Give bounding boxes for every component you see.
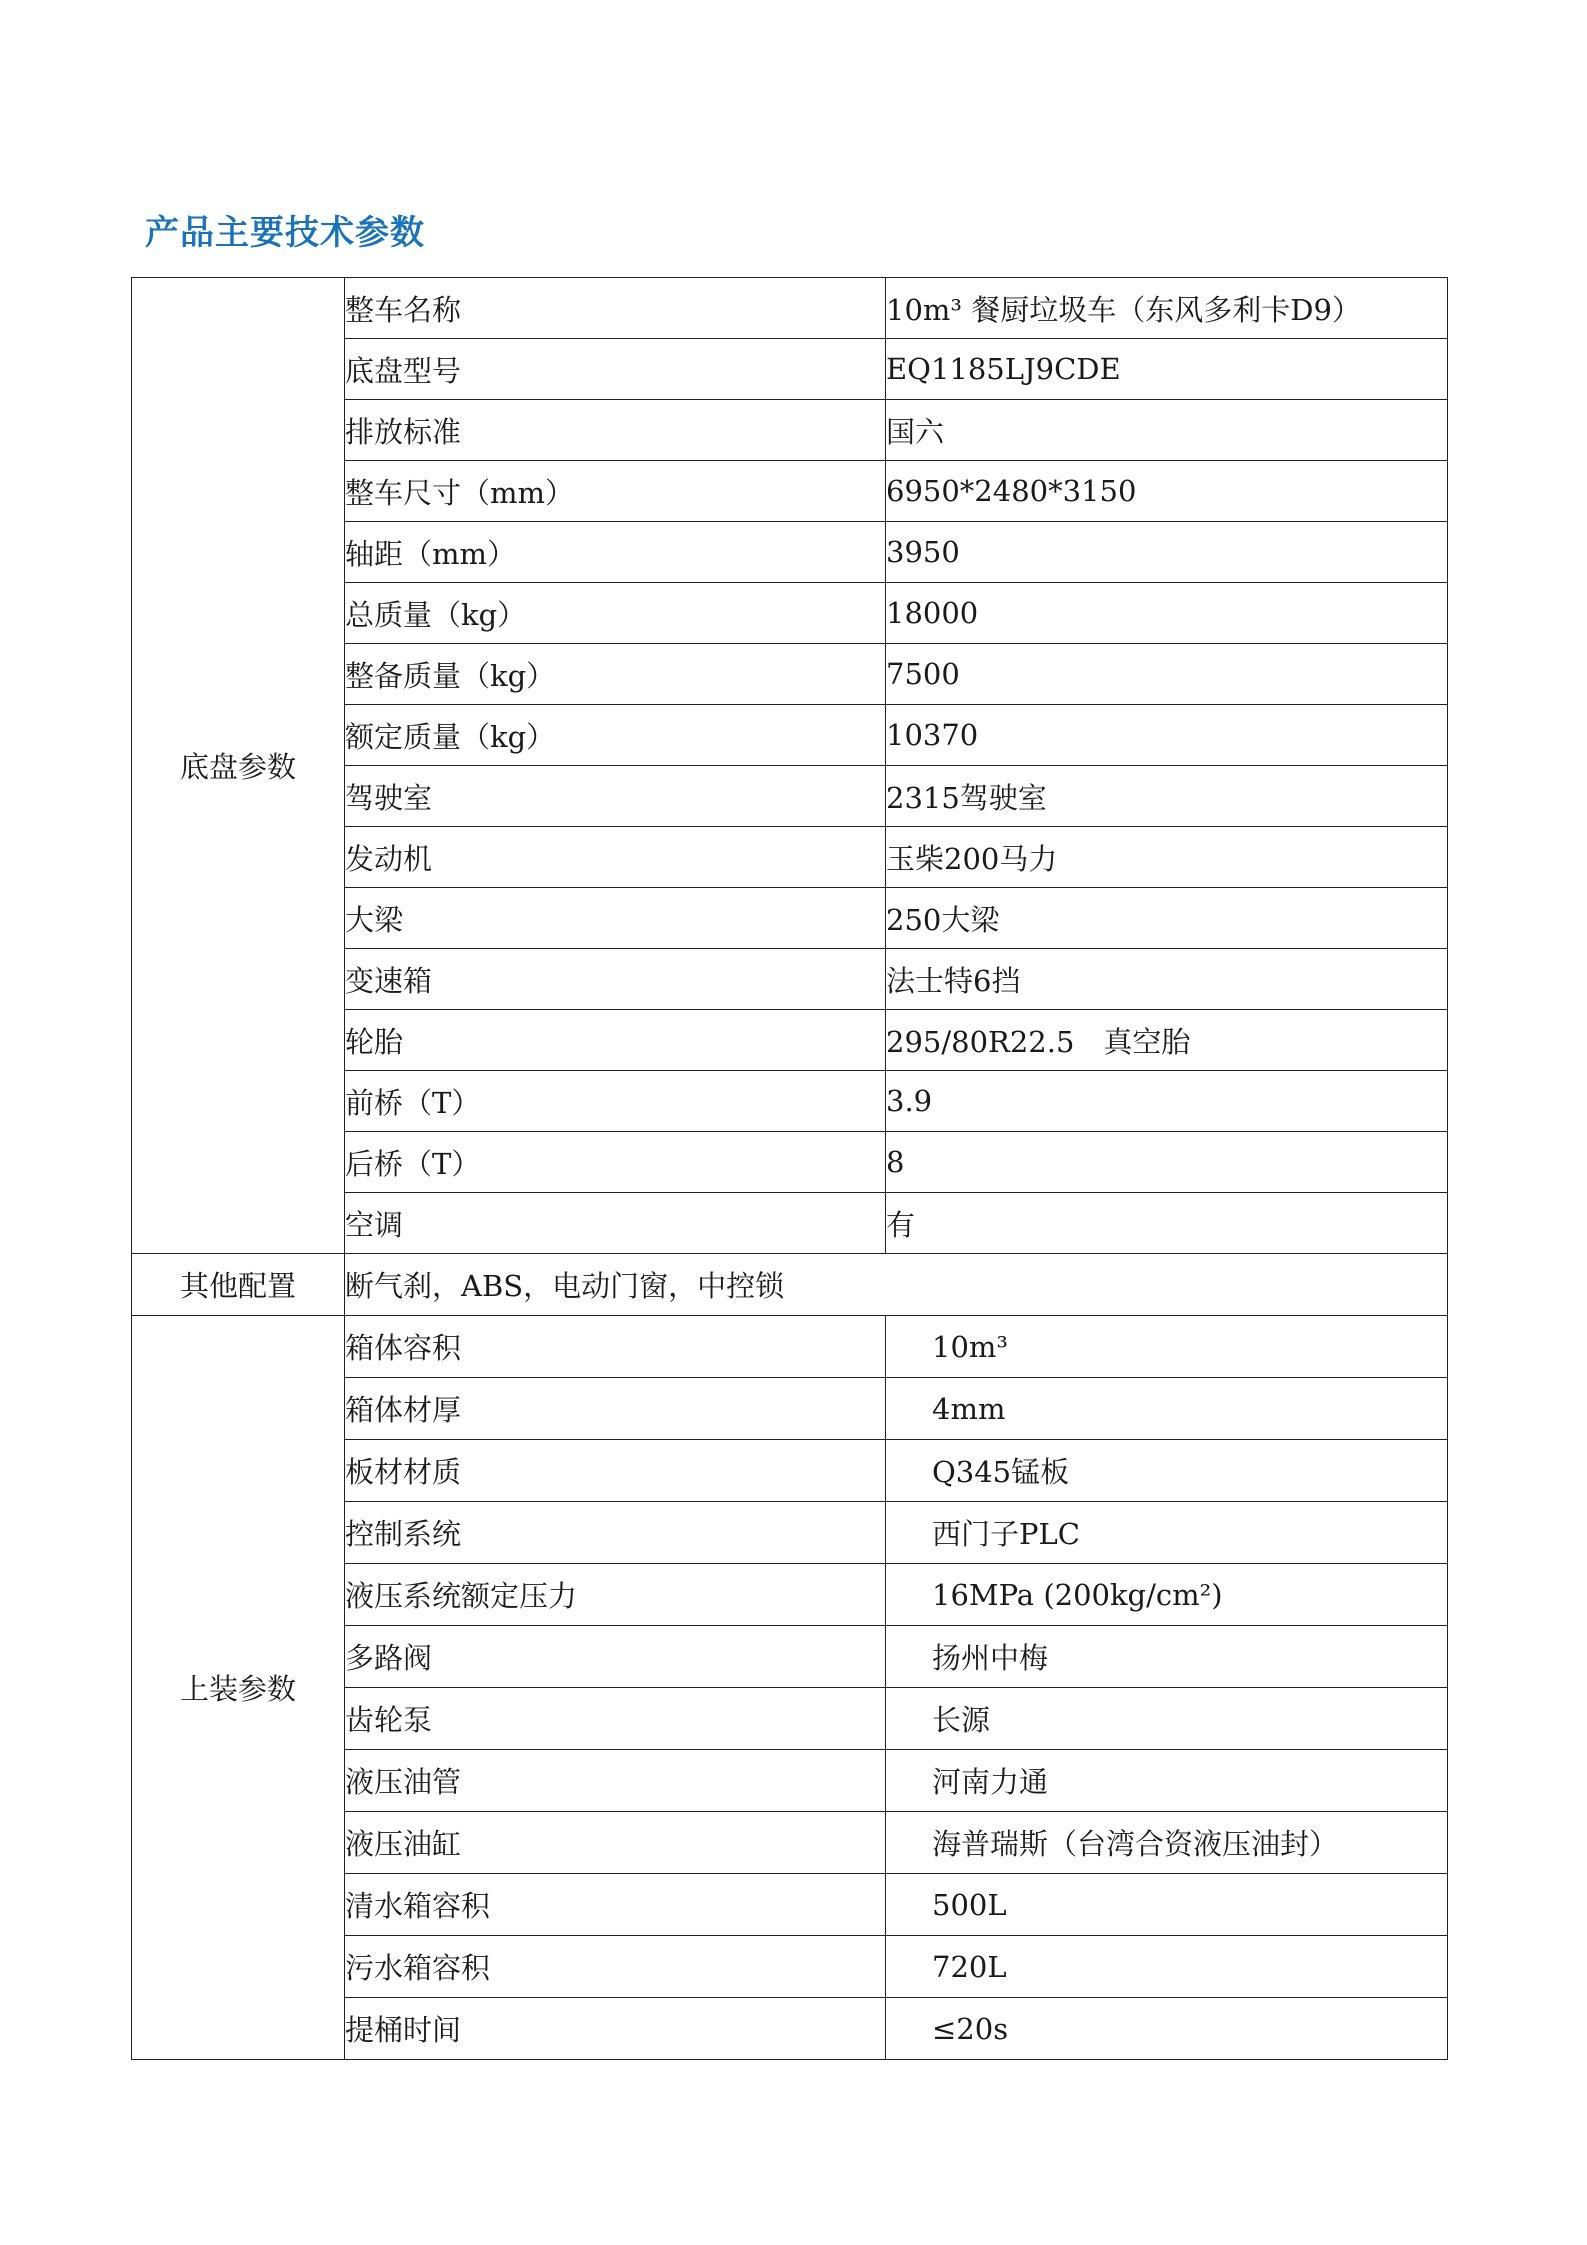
upper-group-label: 上装参数 <box>132 1316 345 2060</box>
chassis-group-label: 底盘参数 <box>132 278 345 1254</box>
table-row <box>132 1254 1448 1316</box>
param-label: 板材材质 <box>345 1440 886 1502</box>
param-label: 整车名称 <box>345 278 886 339</box>
param-label: 污水箱容积 <box>345 1936 886 1998</box>
param-label: 额定质量（kg） <box>345 705 886 766</box>
param-label: 驾驶室 <box>345 766 886 827</box>
param-value: 8 <box>886 1132 1448 1193</box>
other-config-section <box>132 1254 1448 1316</box>
param-value: 扬州中梅 <box>886 1626 1448 1688</box>
param-label: 总质量（kg） <box>345 583 886 644</box>
param-label: 液压油管 <box>345 1750 886 1812</box>
param-value: 295/80R22.5 真空胎 <box>886 1010 1448 1071</box>
param-value: 4mm <box>886 1378 1448 1440</box>
param-value: 法士特6挡 <box>886 949 1448 1010</box>
param-value: 有 <box>886 1193 1448 1254</box>
param-label: 箱体容积 <box>345 1316 886 1378</box>
param-value: 10m³ 餐厨垃圾车（东风多利卡D9） <box>886 278 1448 339</box>
param-label: 底盘型号 <box>345 339 886 400</box>
param-value: EQ1185LJ9CDE <box>886 339 1448 400</box>
page-title: 产品主要技术参数 <box>145 213 425 253</box>
param-label: 发动机 <box>345 827 886 888</box>
param-label: 整备质量（kg） <box>345 644 886 705</box>
param-label: 后桥（T） <box>345 1132 886 1193</box>
chassis-section <box>132 278 1448 1254</box>
param-value: 6950*2480*3150 <box>886 461 1448 522</box>
param-label: 排放标准 <box>345 400 886 461</box>
param-label: 前桥（T） <box>345 1071 886 1132</box>
param-label: 箱体材厚 <box>345 1378 886 1440</box>
param-label: 多路阀 <box>345 1626 886 1688</box>
param-value: 3950 <box>886 522 1448 583</box>
param-value: 10m³ <box>886 1316 1448 1378</box>
param-label: 变速箱 <box>345 949 886 1010</box>
spec-table <box>131 277 1448 2060</box>
param-label: 轮胎 <box>345 1010 886 1071</box>
param-label: 液压系统额定压力 <box>345 1564 886 1626</box>
other-config-value: 断气刹，ABS，电动门窗，中控锁 <box>345 1254 1448 1316</box>
param-label: 提桶时间 <box>345 1998 886 2060</box>
param-value: 长源 <box>886 1688 1448 1750</box>
param-value: 16MPa (200kg/cm²) <box>886 1564 1448 1626</box>
param-label: 轴距（mm） <box>345 522 886 583</box>
param-value: 2315驾驶室 <box>886 766 1448 827</box>
param-value: 国六 <box>886 400 1448 461</box>
param-value: 500L <box>886 1874 1448 1936</box>
param-value: 250大梁 <box>886 888 1448 949</box>
other-group-label: 其他配置 <box>132 1254 345 1316</box>
table-row <box>132 278 1448 339</box>
param-label: 清水箱容积 <box>345 1874 886 1936</box>
param-label: 液压油缸 <box>345 1812 886 1874</box>
param-label: 齿轮泵 <box>345 1688 886 1750</box>
param-label: 大梁 <box>345 888 886 949</box>
param-value: Q345锰板 <box>886 1440 1448 1502</box>
param-value: 7500 <box>886 644 1448 705</box>
param-value: ≤20s <box>886 1998 1448 2060</box>
param-label: 控制系统 <box>345 1502 886 1564</box>
param-label: 空调 <box>345 1193 886 1254</box>
param-label: 整车尺寸（mm） <box>345 461 886 522</box>
param-value: 西门子PLC <box>886 1502 1448 1564</box>
table-row <box>132 1316 1448 1378</box>
upper-section <box>132 1316 1448 2060</box>
param-value: 河南力通 <box>886 1750 1448 1812</box>
param-value: 海普瑞斯（台湾合资液压油封） <box>886 1812 1448 1874</box>
param-value: 玉柴200马力 <box>886 827 1448 888</box>
param-value: 3.9 <box>886 1071 1448 1132</box>
param-value: 10370 <box>886 705 1448 766</box>
param-value: 18000 <box>886 583 1448 644</box>
param-value: 720L <box>886 1936 1448 1998</box>
